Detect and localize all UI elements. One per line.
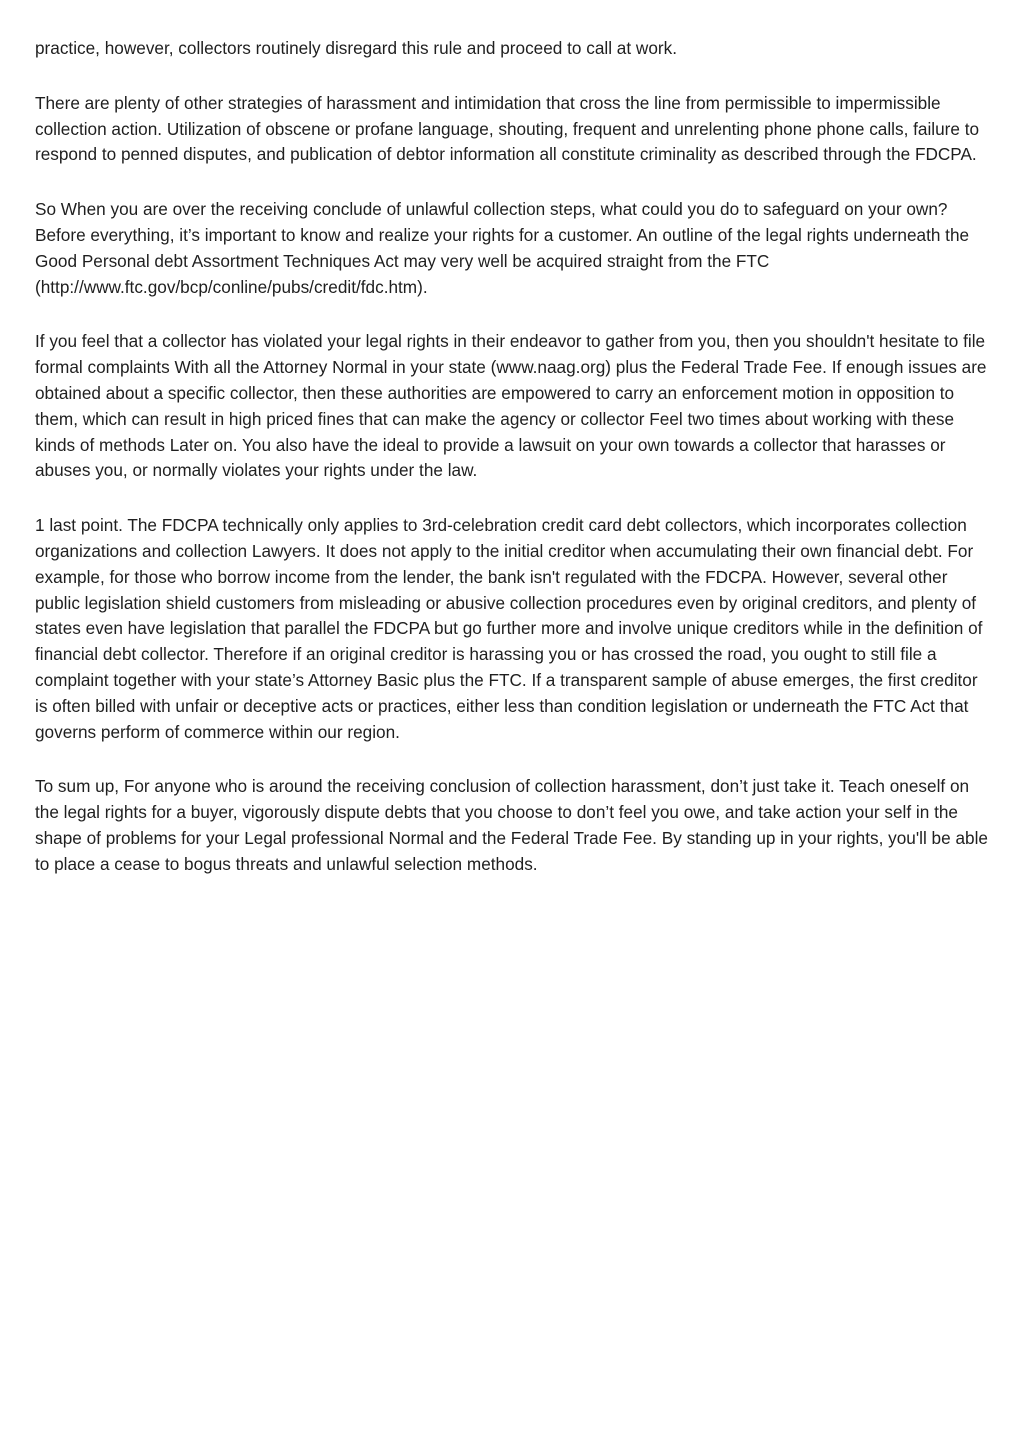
paragraph-3: So When you are over the receiving conclude of unlawful collection steps, what could you do to safeguard on your own? Before everything, it’s important to know and realize your rights for a customer. An outline of the legal rights underneath the Good Personal debt Assortment Techniques Act may very well be acquired straight from the FTC (http://www.ftc.gov/bcp/conline/pubs/credit/fdc.htm). (35, 199, 970, 297)
paragraph-2: There are plenty of other strategies of harassment and intimidation that cross the line from permissible to impermissible collection action. Utilization of obscene or profane language, shouting, frequent and unrelenting phone phone calls, failure to respond to penned disputes, and publication of debtor information all constitute criminality as described through the FDCPA. (35, 92, 980, 165)
paragraph-6: To sum up, For anyone who is around the receiving conclusion of collection harassment, don’t just take it. Teach oneself on the legal rights for a buyer, vigorously dispute debts that you choose to don’t feel you owe, and take action your self in the shape of problems for your Legal professional Normal and the Federal Trade Fee. By standing up in your rights, you'll be able to place a cease to bogus threats and unlawful selection methods. (35, 776, 988, 874)
paragraph-1: practice, however, collectors routinely disregard this rule and proceed to call at work. (35, 38, 677, 58)
paragraph-5: 1 last point. The FDCPA technically only applies to 3rd-celebration credit card debt collectors, which incorporates collection organizations and collection Lawyers. It does not apply to the initial creditor when accumulating their own financial debt. For example, for those who borrow income from the lender, the bank isn't regulated with the FDCPA. However, several other public legislation shield customers from misleading or abusive collection procedures even by original creditors, and plenty of states even have legislation that parallel the FDCPA but go further more and involve unique creditors while in the definition of financial debt collector. Therefore if an original creditor is harassing you or has crossed the road, you ought to still file a complaint together with your state’s Attorney Basic plus the FTC. If a transparent sample of abuse emerges, the first creditor is often billed with unfair or deceptive acts or practices, either less than condition legislation or underneath the FTC Act that governs perform of commerce within our region. (35, 515, 983, 742)
paragraph-4: If you feel that a collector has violated your legal rights in their endeavor to gather from you, then you shouldn't hesitate to file formal complaints With all the Attorney Normal in your state (www.naag.org) plus the Federal Trade Fee. If enough issues are obtained about a specific collector, then these authorities are empowered to carry an enforcement motion in opposition to them, which can result in high priced fines that can make the agency or collector Feel two times about working with these kinds of methods Later on. You also have the ideal to provide a lawsuit on your own towards a collector that harasses or abuses you, or normally violates your rights under the law. (35, 331, 987, 481)
